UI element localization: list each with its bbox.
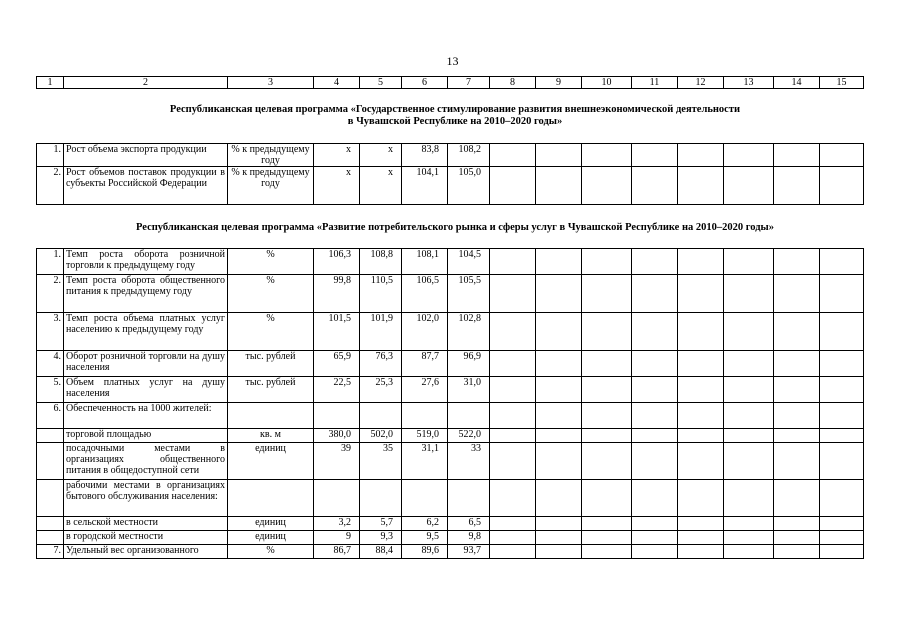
- table-row: [37, 403, 864, 429]
- empty-cell-col11: [632, 443, 678, 480]
- page-number: 13: [446, 54, 459, 68]
- empty-cell-col8: [490, 351, 536, 377]
- value-col4: x: [314, 167, 360, 205]
- section1-title-line2: в Чувашской Республике на 2010–2020 годы»: [347, 116, 563, 127]
- empty-cell-col11: [632, 249, 678, 275]
- empty-cell-col13: [724, 403, 774, 429]
- column-number-2: 2: [64, 77, 228, 89]
- empty-cell-col12: [678, 377, 724, 403]
- value-col7: 105,0: [448, 167, 490, 205]
- value-col4: [314, 480, 360, 517]
- empty-cell-col9: [536, 351, 582, 377]
- empty-cell-col14: [774, 480, 820, 517]
- empty-cell-col15: [820, 545, 864, 559]
- section1-table: [36, 143, 864, 205]
- empty-cell-col10: [582, 313, 632, 351]
- table-row: [37, 517, 864, 531]
- indicator-name: Темп роста объема платных услуг населению к предыдущему году: [64, 313, 228, 351]
- row-number: 3.: [37, 313, 64, 351]
- row-number: 5.: [37, 377, 64, 403]
- empty-cell-col13: [724, 313, 774, 351]
- row-number: [37, 531, 64, 545]
- empty-cell-col9: [536, 545, 582, 559]
- unit-cell: единиц: [228, 517, 314, 531]
- empty-cell-col13: [724, 443, 774, 480]
- value-col4: 9: [314, 531, 360, 545]
- empty-cell-col14: [774, 351, 820, 377]
- value-col7: 522,0: [448, 429, 490, 443]
- column-number-9: 9: [536, 77, 582, 89]
- empty-cell-col8: [490, 517, 536, 531]
- table-row: [37, 249, 864, 275]
- empty-cell-col10: [582, 403, 632, 429]
- value-col7: 31,0: [448, 377, 490, 403]
- empty-cell-col9: [536, 249, 582, 275]
- column-number-14: 14: [774, 77, 820, 89]
- empty-cell-col11: [632, 531, 678, 545]
- empty-cell-col10: [582, 275, 632, 313]
- value-col6: 106,5: [402, 275, 448, 313]
- empty-cell-col11: [632, 403, 678, 429]
- empty-cell-col14: [774, 144, 820, 167]
- empty-cell-col8: [490, 377, 536, 403]
- empty-cell-col10: [582, 144, 632, 167]
- empty-cell-col9: [536, 403, 582, 429]
- indicator-name: Темп роста оборота общественного питания к предыдущему году: [64, 275, 228, 313]
- empty-cell-col13: [724, 275, 774, 313]
- value-col4: 86,7: [314, 545, 360, 559]
- unit-cell: % к предыдущему году: [228, 167, 314, 205]
- table-row: [37, 144, 864, 167]
- column-number-15: 15: [820, 77, 864, 89]
- value-col5: x: [360, 144, 402, 167]
- row-number: 4.: [37, 351, 64, 377]
- empty-cell-col15: [820, 480, 864, 517]
- row-number: 2.: [37, 167, 64, 205]
- empty-cell-col12: [678, 517, 724, 531]
- empty-cell-col15: [820, 403, 864, 429]
- table-row: [37, 351, 864, 377]
- empty-cell-col8: [490, 144, 536, 167]
- value-col5: 502,0: [360, 429, 402, 443]
- value-col6: 89,6: [402, 545, 448, 559]
- empty-cell-col13: [724, 545, 774, 559]
- value-col7: 102,8: [448, 313, 490, 351]
- row-number: 1.: [37, 144, 64, 167]
- section2-table: [36, 248, 864, 559]
- value-col4: 106,3: [314, 249, 360, 275]
- column-number-3: 3: [228, 77, 314, 89]
- empty-cell-col13: [724, 517, 774, 531]
- value-col7: 108,2: [448, 144, 490, 167]
- empty-cell-col8: [490, 249, 536, 275]
- empty-cell-col9: [536, 531, 582, 545]
- empty-cell-col11: [632, 275, 678, 313]
- empty-cell-col10: [582, 545, 632, 559]
- empty-cell-col14: [774, 249, 820, 275]
- unit-cell: %: [228, 545, 314, 559]
- value-col7: 33: [448, 443, 490, 480]
- value-col7: 105,5: [448, 275, 490, 313]
- section1-title: [60, 104, 850, 128]
- value-col7: 6,5: [448, 517, 490, 531]
- empty-cell-col11: [632, 545, 678, 559]
- empty-cell-col8: [490, 531, 536, 545]
- empty-cell-col12: [678, 545, 724, 559]
- value-col6: 31,1: [402, 443, 448, 480]
- table-row: [37, 429, 864, 443]
- indicator-name: посадочными местами в организациях общественного питания в общедоступной сети: [64, 443, 228, 480]
- empty-cell-col8: [490, 480, 536, 517]
- empty-cell-col11: [632, 377, 678, 403]
- empty-cell-col11: [632, 517, 678, 531]
- value-col7: [448, 403, 490, 429]
- section2-title-text: Республиканская целевая программа «Развитие потребительского рынка и сферы услуг в Чувашской Республике на 2010–2020 годы»: [136, 222, 774, 233]
- value-col5: 35: [360, 443, 402, 480]
- value-col5: [360, 403, 402, 429]
- empty-cell-col15: [820, 167, 864, 205]
- value-col7: 104,5: [448, 249, 490, 275]
- empty-cell-col15: [820, 517, 864, 531]
- empty-cell-col14: [774, 167, 820, 205]
- empty-cell-col11: [632, 313, 678, 351]
- indicator-name: торговой площадью: [64, 429, 228, 443]
- empty-cell-col11: [632, 480, 678, 517]
- unit-cell: %: [228, 249, 314, 275]
- empty-cell-col12: [678, 351, 724, 377]
- column-number-13: 13: [724, 77, 774, 89]
- empty-cell-col14: [774, 377, 820, 403]
- empty-cell-col15: [820, 429, 864, 443]
- value-col5: 76,3: [360, 351, 402, 377]
- empty-cell-col15: [820, 377, 864, 403]
- empty-cell-col15: [820, 351, 864, 377]
- value-col6: 108,1: [402, 249, 448, 275]
- empty-cell-col10: [582, 531, 632, 545]
- empty-cell-col10: [582, 443, 632, 480]
- empty-cell-col13: [724, 351, 774, 377]
- column-number-12: 12: [678, 77, 724, 89]
- value-col6: 27,6: [402, 377, 448, 403]
- value-col4: [314, 403, 360, 429]
- value-col5: 88,4: [360, 545, 402, 559]
- empty-cell-col14: [774, 443, 820, 480]
- section2-title: [60, 222, 850, 234]
- unit-cell: тыс. рублей: [228, 377, 314, 403]
- empty-cell-col8: [490, 275, 536, 313]
- unit-cell: [228, 480, 314, 517]
- empty-cell-col12: [678, 480, 724, 517]
- value-col4: 99,8: [314, 275, 360, 313]
- column-number-1: 1: [37, 77, 64, 89]
- table-row: [37, 545, 864, 559]
- unit-cell: % к предыдущему году: [228, 144, 314, 167]
- table-row: [37, 275, 864, 313]
- value-col6: 83,8: [402, 144, 448, 167]
- value-col4: 22,5: [314, 377, 360, 403]
- empty-cell-col11: [632, 144, 678, 167]
- empty-cell-col9: [536, 275, 582, 313]
- indicator-name: Темп роста оборота розничной торговли к предыдущему году: [64, 249, 228, 275]
- row-number: [37, 429, 64, 443]
- empty-cell-col8: [490, 443, 536, 480]
- value-col7: 93,7: [448, 545, 490, 559]
- empty-cell-col14: [774, 517, 820, 531]
- value-col6: 104,1: [402, 167, 448, 205]
- empty-cell-col10: [582, 517, 632, 531]
- indicator-name: Удельный вес организованного: [64, 545, 228, 559]
- empty-cell-col11: [632, 351, 678, 377]
- empty-cell-col8: [490, 313, 536, 351]
- empty-cell-col15: [820, 144, 864, 167]
- value-col4: 380,0: [314, 429, 360, 443]
- empty-cell-col9: [536, 480, 582, 517]
- empty-cell-col8: [490, 545, 536, 559]
- empty-cell-col9: [536, 443, 582, 480]
- value-col4: 39: [314, 443, 360, 480]
- empty-cell-col10: [582, 249, 632, 275]
- value-col5: 108,8: [360, 249, 402, 275]
- empty-cell-col14: [774, 531, 820, 545]
- row-number: [37, 443, 64, 480]
- empty-cell-col14: [774, 545, 820, 559]
- empty-cell-col9: [536, 377, 582, 403]
- column-number-7: 7: [448, 77, 490, 89]
- value-col5: x: [360, 167, 402, 205]
- value-col4: x: [314, 144, 360, 167]
- empty-cell-col13: [724, 377, 774, 403]
- row-number: [37, 517, 64, 531]
- empty-cell-col13: [724, 531, 774, 545]
- table-row: [37, 480, 864, 517]
- empty-cell-col12: [678, 313, 724, 351]
- empty-cell-col12: [678, 144, 724, 167]
- empty-cell-col8: [490, 167, 536, 205]
- indicator-name: Объем платных услуг на душу населения: [64, 377, 228, 403]
- empty-cell-col9: [536, 313, 582, 351]
- value-col5: 25,3: [360, 377, 402, 403]
- empty-cell-col15: [820, 275, 864, 313]
- indicator-name: в городской местности: [64, 531, 228, 545]
- column-number-row: [37, 77, 864, 89]
- row-number: 2.: [37, 275, 64, 313]
- row-number: [37, 480, 64, 517]
- empty-cell-col8: [490, 403, 536, 429]
- empty-cell-col10: [582, 377, 632, 403]
- table-row: [37, 443, 864, 480]
- empty-cell-col12: [678, 249, 724, 275]
- column-number-6: 6: [402, 77, 448, 89]
- table-row: [37, 377, 864, 403]
- empty-cell-col9: [536, 429, 582, 443]
- table-row: [37, 167, 864, 205]
- column-number-8: 8: [490, 77, 536, 89]
- empty-cell-col12: [678, 403, 724, 429]
- value-col5: [360, 480, 402, 517]
- value-col4: 101,5: [314, 313, 360, 351]
- unit-cell: единиц: [228, 443, 314, 480]
- empty-cell-col13: [724, 480, 774, 517]
- empty-cell-col15: [820, 249, 864, 275]
- empty-cell-col10: [582, 429, 632, 443]
- empty-cell-col8: [490, 429, 536, 443]
- empty-cell-col11: [632, 167, 678, 205]
- indicator-name: в сельской местности: [64, 517, 228, 531]
- empty-cell-col14: [774, 275, 820, 313]
- unit-cell: кв. м: [228, 429, 314, 443]
- empty-cell-col13: [724, 429, 774, 443]
- unit-cell: единиц: [228, 531, 314, 545]
- column-number-11: 11: [632, 77, 678, 89]
- value-col6: 519,0: [402, 429, 448, 443]
- row-number: 7.: [37, 545, 64, 559]
- empty-cell-col10: [582, 480, 632, 517]
- value-col7: [448, 480, 490, 517]
- value-col5: 110,5: [360, 275, 402, 313]
- value-col7: 96,9: [448, 351, 490, 377]
- empty-cell-col13: [724, 144, 774, 167]
- empty-cell-col9: [536, 167, 582, 205]
- row-number: 1.: [37, 249, 64, 275]
- value-col5: 5,7: [360, 517, 402, 531]
- empty-cell-col12: [678, 167, 724, 205]
- value-col4: 65,9: [314, 351, 360, 377]
- value-col6: [402, 480, 448, 517]
- unit-cell: %: [228, 275, 314, 313]
- empty-cell-col9: [536, 517, 582, 531]
- value-col6: 87,7: [402, 351, 448, 377]
- indicator-name: Рост объемов поставок продукции в субъекты Российской Федерации: [64, 167, 228, 205]
- column-header-table: [36, 76, 864, 89]
- empty-cell-col12: [678, 443, 724, 480]
- section1-title-line1: Республиканская целевая программа «Государственное стимулирование развития внешнеэкономической деятельности: [169, 104, 741, 115]
- empty-cell-col10: [582, 167, 632, 205]
- indicator-name: рабочими местами в организациях бытового обслуживания населения:: [64, 480, 228, 517]
- column-number-5: 5: [360, 77, 402, 89]
- column-number-10: 10: [582, 77, 632, 89]
- value-col5: 101,9: [360, 313, 402, 351]
- empty-cell-col13: [724, 167, 774, 205]
- empty-cell-col12: [678, 275, 724, 313]
- value-col4: 3,2: [314, 517, 360, 531]
- empty-cell-col13: [724, 249, 774, 275]
- empty-cell-col14: [774, 313, 820, 351]
- table-row: [37, 531, 864, 545]
- empty-cell-col9: [536, 144, 582, 167]
- value-col7: 9,8: [448, 531, 490, 545]
- empty-cell-col14: [774, 429, 820, 443]
- empty-cell-col11: [632, 429, 678, 443]
- indicator-name: Обеспеченность на 1000 жителей:: [64, 403, 228, 429]
- value-col6: 102,0: [402, 313, 448, 351]
- unit-cell: %: [228, 313, 314, 351]
- value-col6: 6,2: [402, 517, 448, 531]
- indicator-name: Рост объема экспорта продукции: [64, 144, 228, 167]
- unit-cell: [228, 403, 314, 429]
- empty-cell-col15: [820, 531, 864, 545]
- table-row: [37, 313, 864, 351]
- column-number-4: 4: [314, 77, 360, 89]
- unit-cell: тыс. рублей: [228, 351, 314, 377]
- empty-cell-col14: [774, 403, 820, 429]
- value-col6: 9,5: [402, 531, 448, 545]
- empty-cell-col15: [820, 443, 864, 480]
- indicator-name: Оборот розничной торговли на душу населения: [64, 351, 228, 377]
- empty-cell-col15: [820, 313, 864, 351]
- empty-cell-col12: [678, 429, 724, 443]
- empty-cell-col12: [678, 531, 724, 545]
- value-col6: [402, 403, 448, 429]
- empty-cell-col10: [582, 351, 632, 377]
- value-col5: 9,3: [360, 531, 402, 545]
- row-number: 6.: [37, 403, 64, 429]
